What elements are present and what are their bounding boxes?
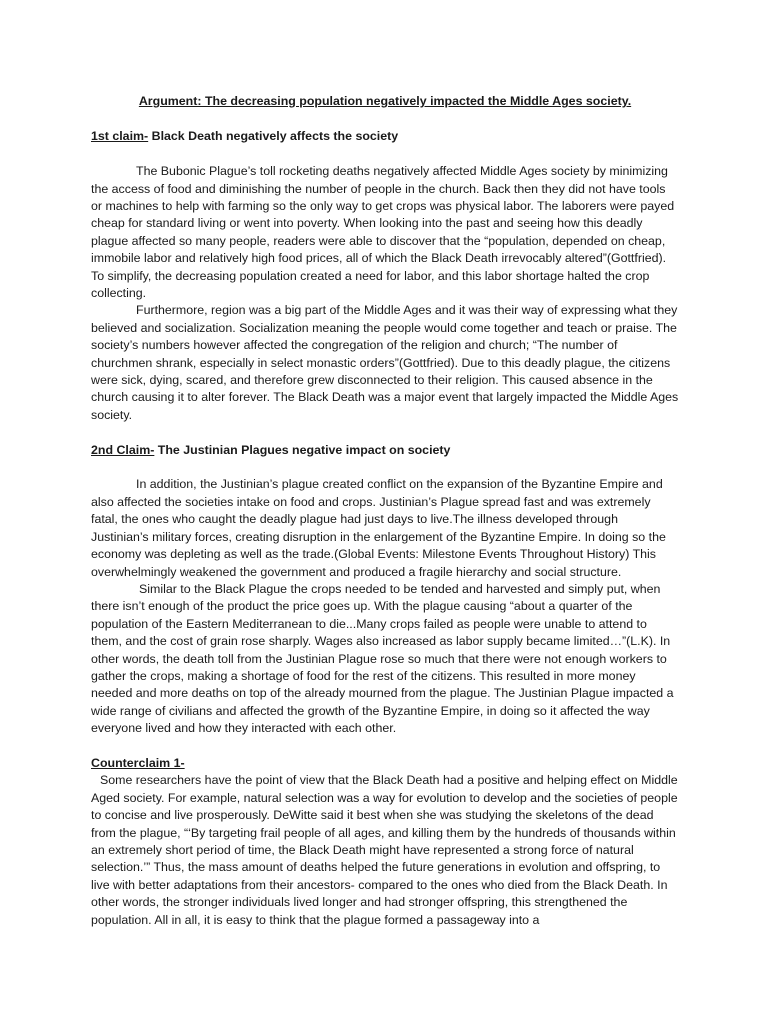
document-page xyxy=(91,93,679,929)
claim-1-tag: 1st claim- xyxy=(91,129,149,144)
claim-1-heading xyxy=(91,128,679,145)
claim-2-heading-text: The Justinian Plagues negative impact on society xyxy=(154,442,451,457)
essay-title: Argument: The decreasing population negatively impacted the Middle Ages society. xyxy=(138,94,632,108)
claim-1-heading-text: Black Death negatively affects the society xyxy=(148,129,399,144)
claim-2-tag: 2nd Claim- xyxy=(91,442,155,457)
counterclaim-1-paragraph: Some researchers have the point of view that the Black Death had a positive and helping effect on Middle Aged society. For example, natural selection was a way for evolution to develop and the societies of people to concise and live prosperously. DeWitte said it best when she was studying the skeletons of the dead from the plague, “‘By targeting frail people of all ages, and killing them by the hundreds of thousands within an extremely short period of time, the Black Death might have represented a strong force of natural selection.’” Thus, the mass amount of deaths helped the future generations in evolution and offspring, to live with better adaptations from their ancestors- compared to the ones who died from the Black Death. In other words, the stronger individuals lived longer and had stronger offspring, this strengthened the population. All in all, it is easy to think that the plague formed a passageway into a xyxy=(91,773,678,927)
counterclaim-1-tag: Counterclaim 1- xyxy=(91,755,185,770)
claim-1-paragraph-1: The Bubonic Plague’s toll rocketing deaths negatively affected Middle Ages society by minimizing the access of food and diminishing the number of people in the church. Back then they did not have tools or machines to help with farming so the only way to get crops was physical labor. The laborers were payed cheap for standard living or went into poverty. When looking into the past and seeing how this deadly plague affected so many people, readers were able to discover that the “population, depended on cheap, immobile labor and relatively high food prices, all of which the Black Death irrevocably altered”(Gottfried). To simplify, the decreasing population created a need for labor, and this labor shortage halted the crop collecting. xyxy=(91,164,675,301)
claim-2-paragraph-2: Similar to the Black Plague the crops needed to be tended and harvested and simply put, when there isn’t enough of the product the price goes up. With the plague causing “about a quarter of the population of the Eastern Mediterranean to die...Many crops failed as people were unable to attend to them, and the cost of grain rose sharply. Wages also increased as labor supply became limited…”(L.K). In other words, the death toll from the Justinian Plague rose so much that there were not enough workers to gather the crops, making a shortage of food for the rest of the citizens. This resulted in more money needed and more deaths on top of the already mourned from the plague. The Justinian Plague impacted a wide range of civilians and affected the growth of the Byzantine Empire, in doing so it affected the way everyone lived and how they interacted with each other. xyxy=(91,581,674,736)
claim-2-heading xyxy=(91,442,679,459)
claim-2-paragraph-1: In addition, the Justinian’s plague created conflict on the expansion of the Byzantine Empire and also affected the societies intake on food and crops. Justinian’s Plague spread fast and was extremely fatal, the ones who caught the deadly plague had just days to live.The illness developed through Justinian’s military forces, creating disruption in the enlargement of the Byzantine Empire. In doing so the economy was depleting as well as the trade.(Global Events: Milestone Events Throughout History) This overwhelmingly weakened the government and produced a fragile hierarchy and social structure. xyxy=(91,477,666,579)
counterclaim-1-heading xyxy=(91,755,679,772)
claim-1-paragraph-2: Furthermore, region was a big part of the Middle Ages and it was their way of expressing what they believed and socialization. Socialization meaning the people would come together and teach or praise. The society’s numbers however affected the congregation of the religion and church; “The number of churchmen shrank, especially in select monastic orders”(Gottfried). Due to this deadly plague, the citizens were sick, dying, scared, and therefore grew disconnected to their religion. This caused absence in the church causing it to alter forever. The Black Death was a major event that largely impacted the Middle Ages society. xyxy=(91,303,679,422)
